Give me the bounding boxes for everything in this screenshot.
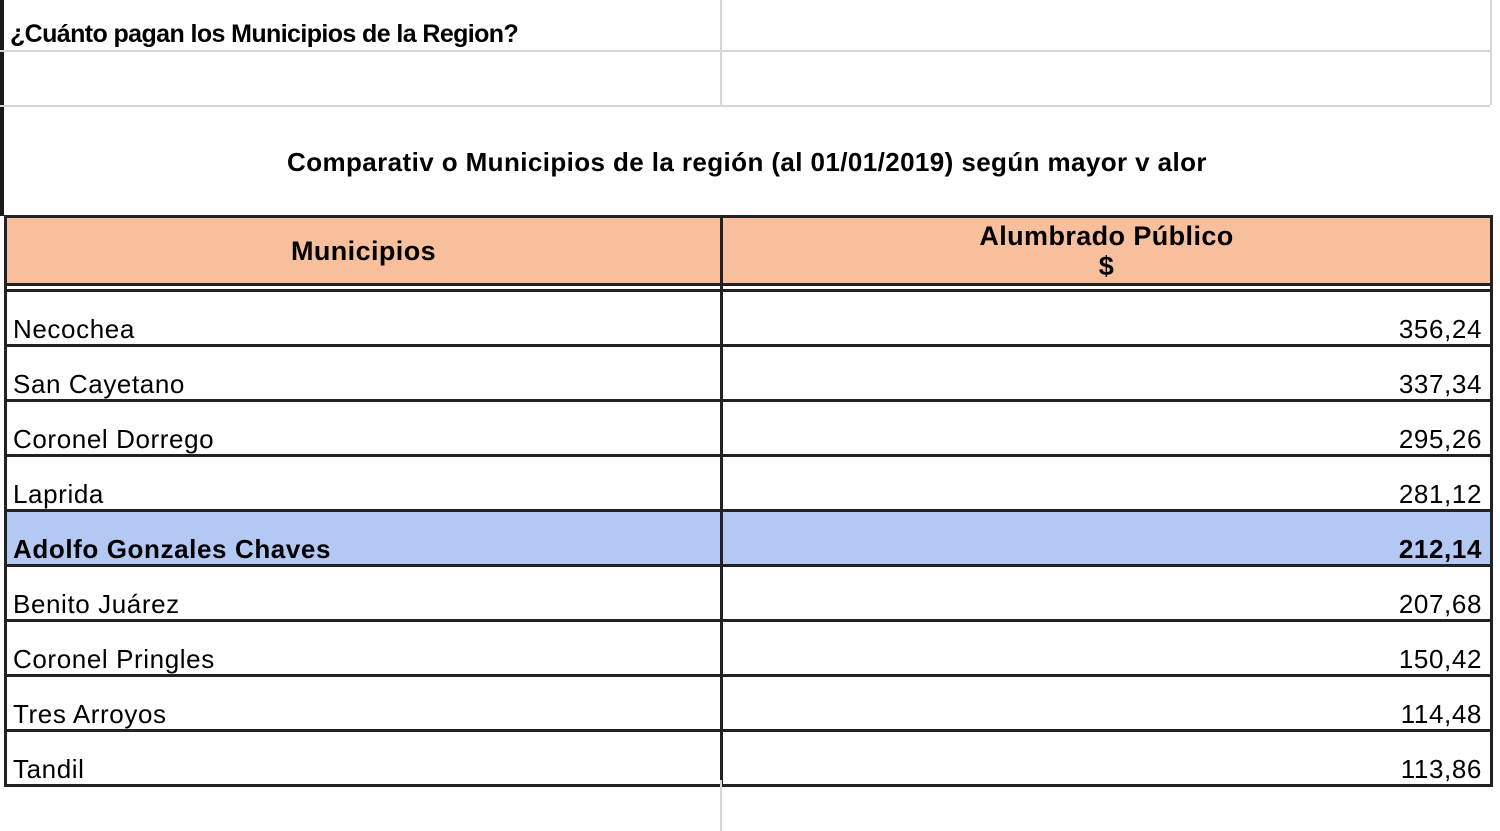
- gridline: [720, 0, 722, 105]
- cell-valor[interactable]: 212,14: [722, 511, 1492, 566]
- table-row[interactable]: [6, 291, 1492, 346]
- header-unit: $: [1098, 251, 1115, 281]
- table-header-row: [6, 217, 1492, 285]
- cell-municipio[interactable]: Coronel Dorrego: [6, 401, 722, 456]
- cell-municipio[interactable]: Adolfo Gonzales Chaves: [6, 511, 722, 566]
- cell-valor[interactable]: 356,24: [722, 291, 1492, 346]
- table-row[interactable]: [6, 731, 1492, 786]
- cell-municipio[interactable]: Laprida: [6, 456, 722, 511]
- cell-municipio[interactable]: Tres Arroyos: [6, 676, 722, 731]
- cell-municipio[interactable]: Coronel Pringles: [6, 621, 722, 676]
- table-row[interactable]: [6, 566, 1492, 621]
- cell-valor[interactable]: 281,12: [722, 456, 1492, 511]
- table-row[interactable]: [6, 621, 1492, 676]
- cell-valor[interactable]: 150,42: [722, 621, 1492, 676]
- cell-valor[interactable]: 295,26: [722, 401, 1492, 456]
- cell-municipio[interactable]: Tandil: [6, 731, 722, 786]
- header-alumbrado-label: Alumbrado Público: [979, 221, 1234, 251]
- sheet-heading: ¿Cuánto pagan los Municipios de la Region?: [10, 20, 519, 48]
- cell-valor[interactable]: 337,34: [722, 346, 1492, 401]
- table-row[interactable]: [6, 456, 1492, 511]
- table-row[interactable]: [6, 346, 1492, 401]
- gridline: [0, 105, 1490, 107]
- table-row[interactable]: [6, 676, 1492, 731]
- table-row-highlighted[interactable]: [6, 511, 1492, 566]
- cell-municipio[interactable]: Necochea: [6, 291, 722, 346]
- table-subtitle: Comparativ o Municipios de la región (al 01/01/2019) según mayor v alor: [287, 147, 1207, 177]
- cell-valor[interactable]: 207,68: [722, 566, 1492, 621]
- header-municipios: Municipios: [6, 217, 722, 285]
- table-row[interactable]: [6, 401, 1492, 456]
- cell-valor[interactable]: 114,48: [722, 676, 1492, 731]
- cell-municipio[interactable]: Benito Juárez: [6, 566, 722, 621]
- municipios-table: [4, 215, 1493, 787]
- header-alumbrado: [722, 217, 1492, 285]
- cell-valor[interactable]: 113,86: [722, 731, 1492, 786]
- gridline: [1490, 0, 1492, 105]
- gridline: [720, 780, 722, 831]
- cell-municipio[interactable]: San Cayetano: [6, 346, 722, 401]
- table-body: [6, 285, 1492, 786]
